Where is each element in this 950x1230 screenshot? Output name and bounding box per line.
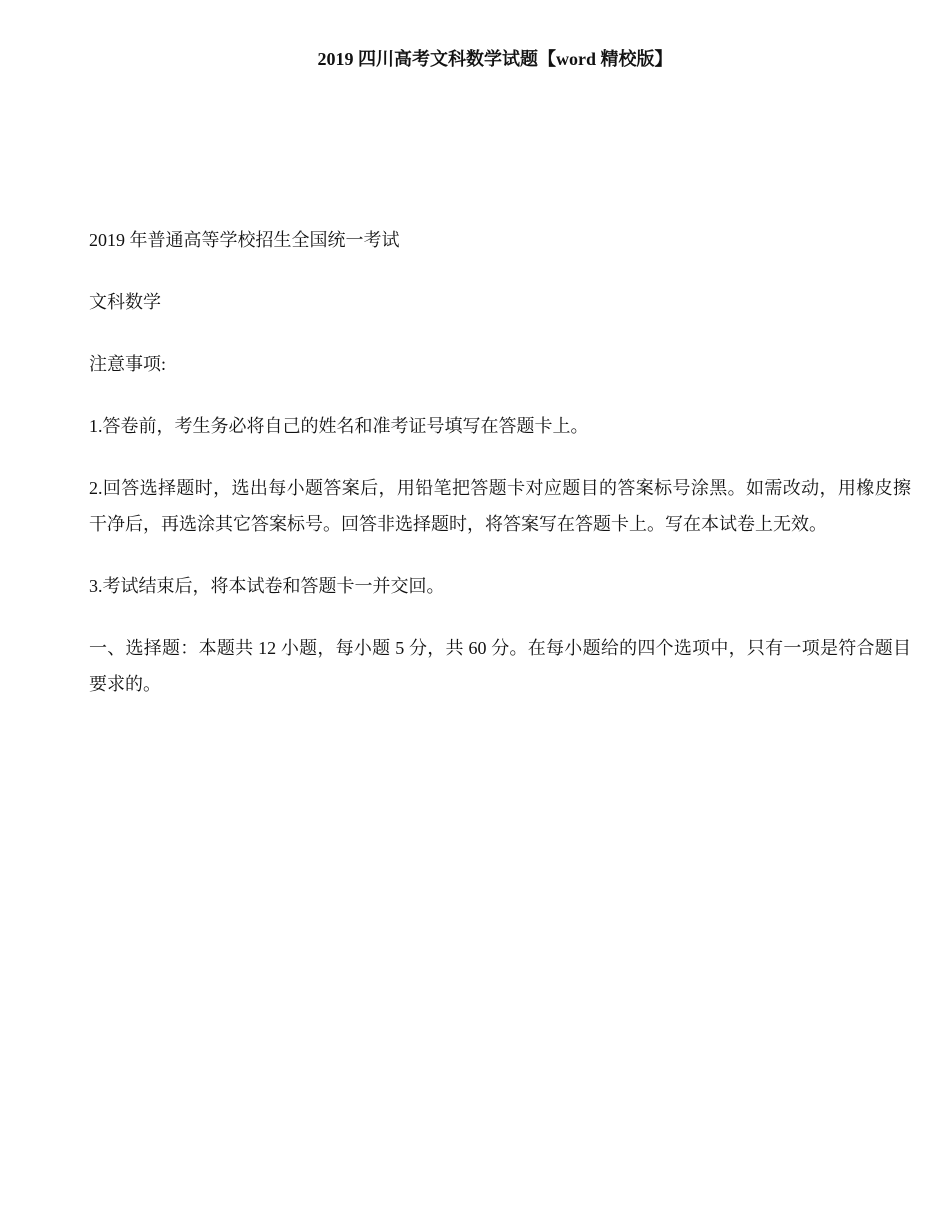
document-title: 2019 四川高考文科数学试题【word 精校版】 — [317, 49, 673, 69]
document-body — [89, 222, 911, 728]
section-heading-multiple-choice: 一、选择题：本题共 12 小题，每小题 5 分，共 60 分。在每小题给的四个选项中，只有一项是符合题目要求的。 — [89, 638, 911, 694]
notice-heading: 注意事项: — [89, 354, 167, 374]
notice-item-2: 2.回答选择题时，选出每小题答案后，用铅笔把答题卡对应题目的答案标号涂黑。如需改动，用橡皮擦干净后，再选涂其它答案标号。回答非选择题时，将答案写在答题卡上。写在本试卷上无效。 — [89, 478, 911, 534]
subject-name: 文科数学 — [89, 292, 161, 312]
exam-name: 2019 年普通高等学校招生全国统一考试 — [89, 230, 400, 250]
notice-item-1: 1.答卷前，考生务必将自己的姓名和准考证号填写在答题卡上。 — [89, 416, 589, 436]
notice-item-3: 3.考试结束后，将本试卷和答题卡一并交回。 — [89, 576, 445, 596]
